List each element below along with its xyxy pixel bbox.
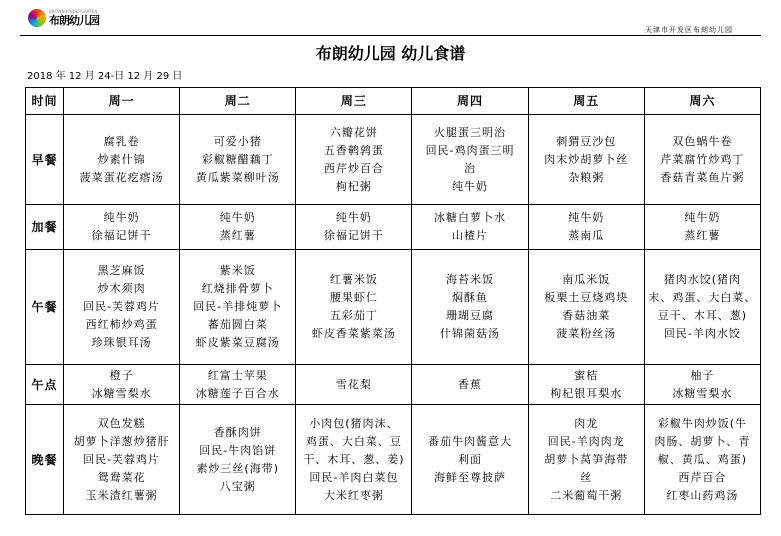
page-title: 布朗幼儿园 幼儿食谱 — [315, 44, 466, 63]
dish-item: 火腿蛋三明治 — [434, 125, 507, 139]
dish-item: 蜜桔 — [574, 368, 599, 382]
dish-item: 胡萝卜莴笋海带 — [544, 452, 629, 466]
dish-item: 双色蜗牛卷 — [672, 134, 733, 148]
dish-item: 纯牛奶 — [684, 211, 721, 224]
menu-cell — [644, 365, 760, 405]
dish-item: 彩椒牛肉炒饭(牛 — [657, 416, 748, 430]
menu-cell — [528, 250, 644, 365]
dish-item: 肉肠、胡萝卜、青 — [654, 434, 751, 448]
dish-item: 徐福记饼干 — [91, 229, 152, 242]
day-header: 周六 — [644, 88, 760, 115]
dish-item: 雪花梨 — [335, 377, 372, 391]
menu-cell — [64, 115, 180, 205]
dish-item: 红薯米饭 — [329, 273, 378, 286]
dish-item: 六瓣花饼 — [329, 125, 378, 139]
dish-item: 猪肉水饺(猪肉 — [663, 273, 742, 286]
logo-mark-icon — [28, 9, 46, 27]
dish-item: 冰糖白萝卜水 — [434, 211, 507, 224]
header-divider — [20, 35, 761, 36]
address: 天津市开发区布朗幼儿园 — [645, 26, 733, 34]
dish-item: 腰果虾仁 — [329, 291, 378, 304]
dish-item: 枸杞银耳梨水 — [550, 386, 623, 400]
table-row — [26, 365, 761, 405]
dish-item: 冰糖雪梨水 — [91, 386, 152, 400]
menu-cell — [412, 205, 528, 250]
menu-cell — [644, 250, 760, 365]
dish-item: 肉龙 — [574, 416, 599, 430]
menu-cell — [296, 250, 412, 365]
dish-item: 杂粮粥 — [568, 170, 605, 184]
dish-item: 蒸红薯 — [219, 229, 256, 242]
dish-item: 海鲜至尊披萨 — [434, 470, 507, 484]
menu-cell — [296, 405, 412, 515]
dish-item: 回民-牛肉馅饼 — [199, 443, 277, 457]
menu-cell — [180, 365, 296, 405]
dish-item: 菠菜粉丝汤 — [556, 327, 617, 340]
dish-item: 虾皮紫菜豆腐汤 — [195, 336, 280, 349]
dish-item: 纯牛奶 — [568, 211, 605, 224]
table-row — [26, 115, 761, 205]
dish-item: 蕃茄圆白菜 — [207, 318, 268, 331]
dish-item: 椒、黄瓜、鸡蛋) — [657, 452, 748, 466]
dish-item: 香菇油菜 — [562, 309, 611, 322]
meal-label: 晚餐 — [26, 405, 64, 515]
dish-item: 治 — [464, 161, 477, 175]
dish-item: 回民-鸡肉蛋三明 — [425, 143, 515, 157]
menu-cell — [412, 405, 528, 515]
menu-cell — [528, 205, 644, 250]
day-header: 周三 — [296, 88, 412, 115]
dish-item: 番茄牛肉酱意大 — [428, 434, 513, 448]
date-range: 2018 年 12 月 24-日 12 月 29 日 — [27, 71, 183, 82]
menu-cell — [528, 405, 644, 515]
dish-item: 五彩茄丁 — [329, 309, 378, 322]
menu-cell — [296, 365, 412, 405]
dish-item: 黄瓜紫菜柳叶汤 — [195, 170, 280, 184]
dish-item: 末、鸡蛋、大白菜、 — [648, 291, 757, 304]
meal-label: 早餐 — [26, 115, 64, 205]
dish-item: 回民-羊排炖萝卜 — [193, 300, 283, 313]
dish-item: 南瓜米饭 — [562, 273, 611, 286]
dish-item: 西芹百合 — [678, 470, 727, 484]
dish-item: 海苔米饭 — [446, 273, 495, 286]
dish-item: 丝 — [580, 470, 593, 484]
logo-subtext: BROWN KINDERGARTEN — [49, 9, 98, 14]
logo-words — [49, 9, 99, 27]
menu-cell — [296, 205, 412, 250]
dish-item: 香蕉 — [458, 377, 483, 391]
dish-item: 纯牛奶 — [335, 211, 372, 224]
dish-item: 豆干、木耳、葱) — [657, 309, 748, 322]
menu-cell — [64, 205, 180, 250]
dish-item: 回民-羊肉水饺 — [663, 327, 741, 340]
menu-cell — [180, 250, 296, 365]
dish-item: 干、木耳、葱、姜) — [303, 452, 405, 466]
dish-item: 彩椒糖醋藕丁 — [201, 152, 274, 166]
day-header: 周五 — [528, 88, 644, 115]
dish-item: 西芹炒百合 — [323, 161, 384, 175]
dish-item: 回民-芙蓉鸡片 — [83, 300, 161, 313]
dish-item: 紫米饭 — [219, 264, 256, 277]
dish-item: 纯牛奶 — [219, 211, 256, 224]
dish-item: 蒸南瓜 — [568, 229, 605, 242]
menu-table — [25, 87, 761, 515]
menu-cell — [528, 365, 644, 405]
menu-cell — [180, 205, 296, 250]
menu-cell — [528, 115, 644, 205]
day-header: 周一 — [64, 88, 180, 115]
meal-label: 加餐 — [26, 205, 64, 250]
dish-item: 肉末炒胡萝卜丝 — [544, 152, 629, 166]
dish-item: 鸳鸯菜花 — [97, 470, 146, 484]
dish-item: 菠菜蛋花疙瘩汤 — [79, 170, 164, 184]
menu-cell — [64, 365, 180, 405]
dish-item: 玉米渣红薯粥 — [85, 488, 158, 502]
dish-item: 柚子 — [690, 368, 715, 382]
dish-item: 双色发糕 — [97, 416, 146, 430]
dish-item: 蒸红薯 — [684, 229, 721, 242]
dish-item: 纯牛奶 — [103, 211, 140, 224]
dish-item: 素炒三丝(海带) — [196, 461, 280, 475]
menu-cell — [64, 250, 180, 365]
dish-item: 虾皮香菜紫菜汤 — [311, 327, 396, 340]
menu-cell — [296, 115, 412, 205]
dish-item: 八宝粥 — [219, 479, 256, 493]
dish-item: 什锦菌菇汤 — [440, 327, 501, 340]
table-row — [26, 205, 761, 250]
dish-item: 五香鹌鹑蛋 — [323, 143, 384, 157]
menu-cell — [412, 115, 528, 205]
meal-label: 午餐 — [26, 250, 64, 365]
menu-cell — [644, 205, 760, 250]
dish-item: 橙子 — [109, 368, 134, 382]
menu-cell — [644, 405, 760, 515]
dish-item: 鸡蛋、大白菜、豆 — [305, 434, 402, 448]
dish-item: 回民-羊肉白菜包 — [309, 470, 399, 484]
menu-cell — [644, 115, 760, 205]
dish-item: 珊瑚豆腐 — [446, 309, 495, 322]
day-header: 周四 — [412, 88, 528, 115]
menu-cell — [64, 405, 180, 515]
dish-item: 可爱小猪 — [213, 134, 262, 148]
menu-cell — [412, 365, 528, 405]
dish-item: 回民-羊肉肉龙 — [547, 434, 625, 448]
table-row — [26, 405, 761, 515]
dish-item: 胡萝卜洋葱炒猪肝 — [73, 434, 170, 448]
dish-item: 回民-芙蓉鸡片 — [83, 452, 161, 466]
dish-item: 炒木须肉 — [97, 282, 146, 295]
dish-item: 利面 — [458, 452, 483, 466]
dish-item: 红烧排骨萝卜 — [201, 282, 274, 295]
dish-item: 西红柿炒鸡蛋 — [85, 318, 158, 331]
dish-item: 冰糖雪梨水 — [672, 386, 733, 400]
dish-item: 腐乳卷 — [103, 134, 140, 148]
table-row — [26, 250, 761, 365]
dish-item: 板栗土豆烧鸡块 — [544, 291, 629, 304]
meal-label: 午点 — [26, 365, 64, 405]
corner-header: 时间 — [26, 88, 64, 115]
dish-item: 山楂片 — [452, 229, 489, 242]
dish-item: 红富士苹果 — [207, 368, 268, 382]
dish-item: 香酥肉饼 — [213, 425, 262, 439]
dish-item: 冰糖莲子百合水 — [195, 386, 280, 400]
dish-item: 黑芝麻饭 — [97, 264, 146, 277]
dish-item: 红枣山药鸡汤 — [666, 488, 739, 502]
dish-item: 炒素什锦 — [97, 152, 146, 166]
dish-item: 刺猬豆沙包 — [556, 134, 617, 148]
dish-item: 纯牛奶 — [452, 179, 489, 193]
dish-item: 芹菜腐竹炒鸡丁 — [660, 152, 745, 166]
dish-item: 焖酥鱼 — [452, 291, 489, 304]
logo-text: 布朗幼儿园 — [49, 14, 99, 27]
menu-cell — [180, 405, 296, 515]
day-header: 周二 — [180, 88, 296, 115]
logo — [28, 9, 99, 27]
menu-cell — [412, 250, 528, 365]
dish-item: 珍珠银耳汤 — [91, 336, 152, 349]
menu-cell — [180, 115, 296, 205]
dish-item: 香菇青菜鱼片粥 — [660, 170, 745, 184]
dish-item: 二米葡萄干粥 — [550, 488, 623, 502]
dish-item: 徐福记饼干 — [323, 229, 384, 242]
dish-item: 枸杞粥 — [335, 179, 372, 193]
dish-item: 大米红枣粥 — [323, 488, 384, 502]
table-header-row — [26, 88, 761, 115]
dish-item: 小肉包(猪肉沫、 — [309, 416, 399, 430]
